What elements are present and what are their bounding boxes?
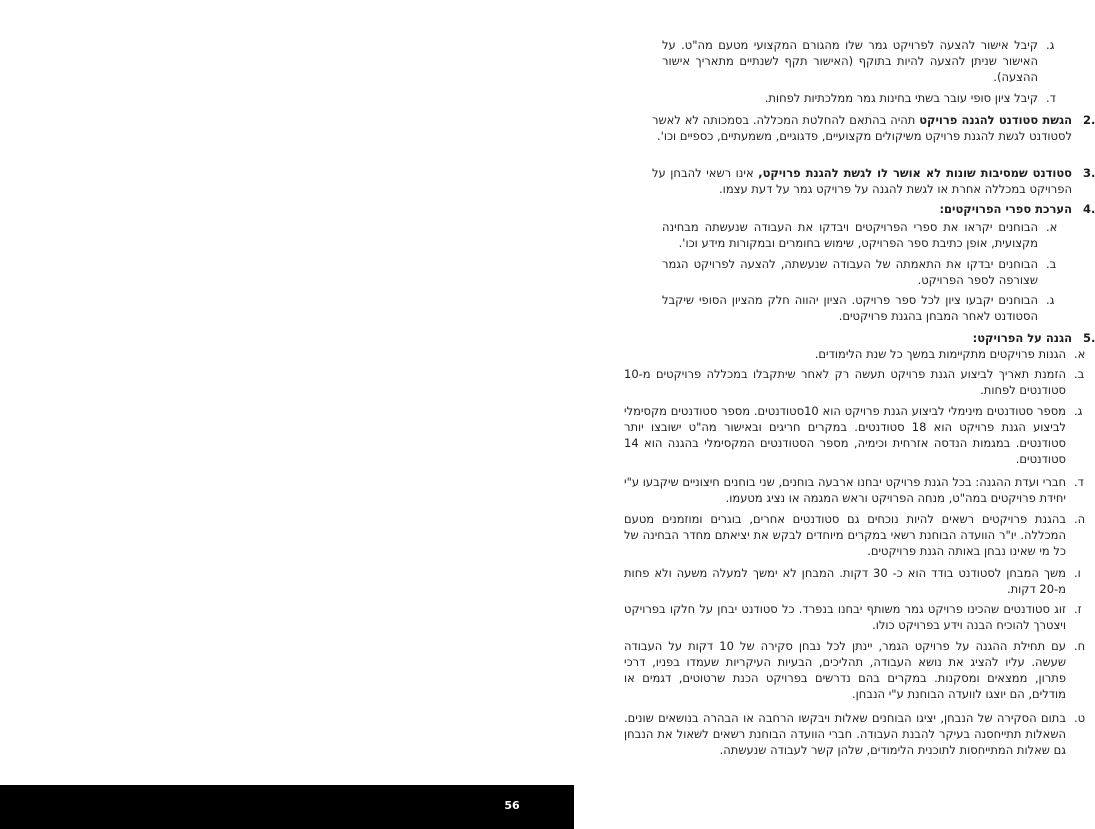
item-text: מספר סטודנטים מינימלי לביצוע הגנת פרויקט הוא 10סטודנטים. מספר סטודנטים מקסימלי לביצוע הגנת פרויקט הוא 18 סטודנטים. במקרים חריגים ובאישור מה"ט ישובצו יותר סטודנטים. במגמות הנדסה אזרחית וכימיה, מספר הסטודנטים המקסימלי בהגנה הוא 14 סטודנטים. [624, 404, 1067, 466]
item-text: עם תחילת ההגנה על פרויקט הגמר, יינתן לכל נבחן סקירה של 10 דקות על העבודה שעשה. עליו להציג את נושא העבודה, תהליכים, הבעיות העיקריות שעמדו בפניו, דרכי פתרון, ממצאים ומסקנות. במקרים בהם נדרשים בפרויקט הכנת שרטוטים, דגמים או מודלים, הם יוצגו לוועדה הבוחנת ע"י הנבחן. [624, 639, 1066, 701]
item-text: בהגנת פרויקטים רשאים להיות נוכחים גם סטודנטים אחרים, בוגרים ומוזמנים מטעם המכללה. יו"ר הוועדה הבוחנת רשאי במקרים מיוחדים לבקש את יציאתם מחדר הבחינה של כל מי שאינו נבחן באותה הגנת פרויקטים. [624, 512, 1066, 558]
section-body: אינו רשאי להבחן על הפרויקט במכללה אחרת או לגשת להגנה על פרויקט גמר על דעת עצמו. [652, 166, 1072, 196]
item-marker: ה. [1074, 512, 1086, 526]
item-marker: ב. [1074, 367, 1085, 381]
section-heading: הערכת ספרי הפרויקטים: [939, 202, 1072, 216]
item-marker: ג. [1046, 38, 1055, 52]
item-text: הבוחנים יבדקו את התאמתה של העבודה שנעשתה, להצעה לפרויקט הגמר שצורפה לספר הפרויקט. [662, 257, 1038, 287]
item-marker: ב. [1046, 257, 1057, 271]
item-text: הבוחנים יקראו את ספרי הפרויקטים ויבדקו את העבודה שנעשתה מבחינה מקצועית, אופן כתיבת ספר הפרויקט, שימוש בחומרים ובמקורות מידע וכו'. [662, 220, 1038, 250]
item-marker: א. [1046, 220, 1058, 234]
item-marker: ג. [1046, 293, 1055, 307]
section-number: .2 [1083, 113, 1095, 127]
section-number: .4 [1083, 202, 1095, 216]
section-body: תהיה בהתאם להחלטת המכללה. בסמכותה לא לאשר לסטודנט לגשת להגנת פרויקט משיקולים מקצועיים, פדגוגיים, משמעתיים, כספיים וכו'. [652, 113, 1072, 143]
item-text: הגנות פרויקטים מתקיימות במשך כל שנת הלימודים. [814, 347, 1066, 361]
item-marker: ו. [1074, 566, 1081, 580]
item-text: הבוחנים יקבעו ציון לכל ספר פרויקט. הציון יהווה חלק מהציון הסופי שיקבל הסטודנט לאחר המבחן בהגנת פרויקטים. [662, 293, 1038, 323]
item-text: הזמנת תאריך לביצוע הגנת פרויקט תעשה רק לאחר שיתקבלו במכללה פרויקטים מ-10 סטודנטים לפחות. [624, 367, 1066, 397]
section-number: .3 [1083, 166, 1095, 180]
page-footer [0, 785, 574, 829]
section-lead: הגשת סטודנט להגנה פרויקט [919, 113, 1072, 127]
item-marker: ג. [1074, 404, 1083, 418]
section-lead: סטודנט שמסיבות שונות לא אושר לו לגשת להגנת פרויקט, [758, 166, 1072, 180]
item-marker: ט. [1074, 711, 1086, 725]
item-text: חברי ועדת ההגנה: בכל הגנת פרויקט יבחנו ארבעה בוחנים, שני בוחנים חיצוניים שיקבעו ע"י יחידת פרויקטים במה"ט, מנחה הפרויקט וראש המגמה או נציג מטעמו. [624, 475, 1066, 505]
section-text [652, 165, 1072, 197]
section-heading: הגנה על הפרויקט: [972, 331, 1072, 345]
item-marker: ד. [1046, 91, 1056, 105]
item-marker: ח. [1074, 639, 1086, 653]
item-text: זוג סטודנטים שהכינו פרויקט גמר משותף יבחנו בנפרד. כל סטודנט יבחן על חלקו בפרויקט ויצטרך להוכיח הבנה וידע בפרויקט כולו. [624, 602, 1066, 632]
item-text: קיבל ציון סופי עובר בשתי בחינות גמר ממלכתיות לפחות. [764, 91, 1038, 105]
item-text: בתום הסקירה של הנבחן, יציגו הבוחנים שאלות ויבקשו הרחבה או הבהרה בנושאים שונים. השאלות תתייחסנה בעיקר להבנת העבודה. חברי הוועדה הבוחנת רשאים לשאול את הנבחן גם שאלות המתייחסות לתוכנית הלימודים, שלהן קשר לעבודה שנעשתה. [624, 711, 1066, 757]
page-number: 56 [504, 799, 520, 812]
item-marker: ד. [1074, 475, 1084, 489]
item-marker: ז. [1074, 602, 1082, 616]
item-marker: א. [1074, 347, 1086, 361]
section-number: .5 [1083, 331, 1095, 345]
item-text: קיבל אישור להצעה לפרויקט גמר שלו מהגורם המקצועי מטעם מה"ט. על האישור שניתן להצעה להיות בתוקף (האישור תקף לשנתיים מתאריך אישור ההצעה). [662, 38, 1038, 84]
item-text: משך המבחן לסטודנט בודד הוא כ- 30 דקות. המבחן לא ימשך למעלה משעה ולא פחות מ-20 דקות. [624, 566, 1066, 596]
section-text [652, 112, 1072, 144]
